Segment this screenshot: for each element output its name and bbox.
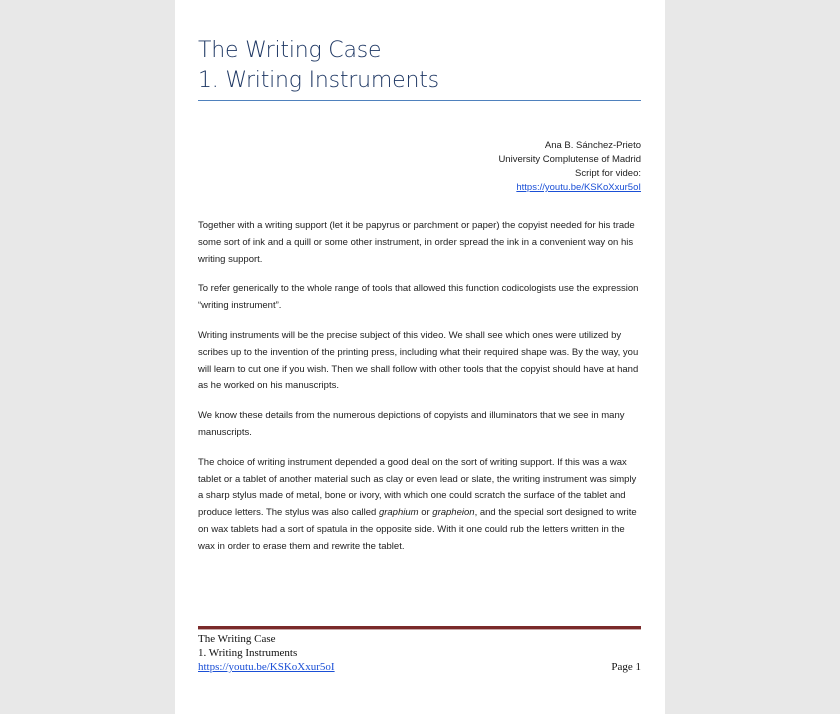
paragraph-5-part-b: or — [418, 507, 433, 519]
paragraph-1: Together with a writing support (let it be papyrus or parchment or paper) the copyist needed for his trade some sort of ink and a quill or some other instrument, in order spread the ink in a convenient way on his writing support. — [198, 220, 635, 265]
author-name: Ana B. Sánchez-Prieto — [544, 140, 641, 151]
video-link[interactable]: https://youtu.be/KSKoXxur5oI — [516, 182, 641, 193]
page-number: Page 1 — [611, 661, 641, 673]
footer-line-2: 1. Writing Instruments — [198, 647, 298, 659]
paragraph-2: To refer generically to the whole range of tools that allowed this function codicologists use the expression “writing instrument”. — [198, 283, 639, 312]
author-affiliation: University Complutense of Madrid — [498, 154, 641, 165]
document-title — [198, 36, 439, 96]
page-footer — [198, 632, 641, 674]
paragraph-5-part-a: The choice of writing instrument depended a good deal on the sort of writing support. If this was a wax tablet or a tablet of another material such as clay or even lead or slate, the writing instrument was simply a sharp stylus made of metal, bone or ivory, with which one could scratch the surface of the tablet and produce letters. The stylus was also called — [198, 456, 637, 519]
title-line-2: 1. Writing Instruments — [198, 68, 439, 93]
paragraph-3: Writing instruments will be the precise subject of this video. We shall see which ones were utilized by scribes up to the invention of the printing press, including what their required shape was. By the way, you will learn to cut one if you wish. Then we shall follow with other tools that the copyist should have at hand as he worked on his manuscripts. — [198, 329, 639, 392]
paragraph-4: We know these details from the numerous depictions of copyists and illuminators that we see in many manuscripts. — [198, 410, 625, 438]
title-line-1: The Writing Case — [198, 38, 382, 63]
paragraph-5 — [198, 455, 644, 556]
author-block — [498, 139, 641, 195]
term-graphium: graphium — [378, 507, 419, 519]
footer-video-link[interactable]: https://youtu.be/KSKoXxur5oI — [198, 661, 335, 673]
script-label: Script for video: — [575, 168, 641, 179]
document-page — [175, 0, 665, 714]
body-text — [198, 218, 644, 569]
footer-line-1: The Writing Case — [198, 633, 276, 645]
paragraph-5-part-c: , and the special sort designed to write on wax tablets had a sort of spatula in the opposite side. With it one could rub the letters written in the wax in order to erase them and rewrite the tablet. — [198, 507, 637, 552]
title-divider — [198, 100, 641, 101]
footer-divider — [198, 626, 641, 630]
term-grapheion: grapheion — [432, 507, 475, 519]
